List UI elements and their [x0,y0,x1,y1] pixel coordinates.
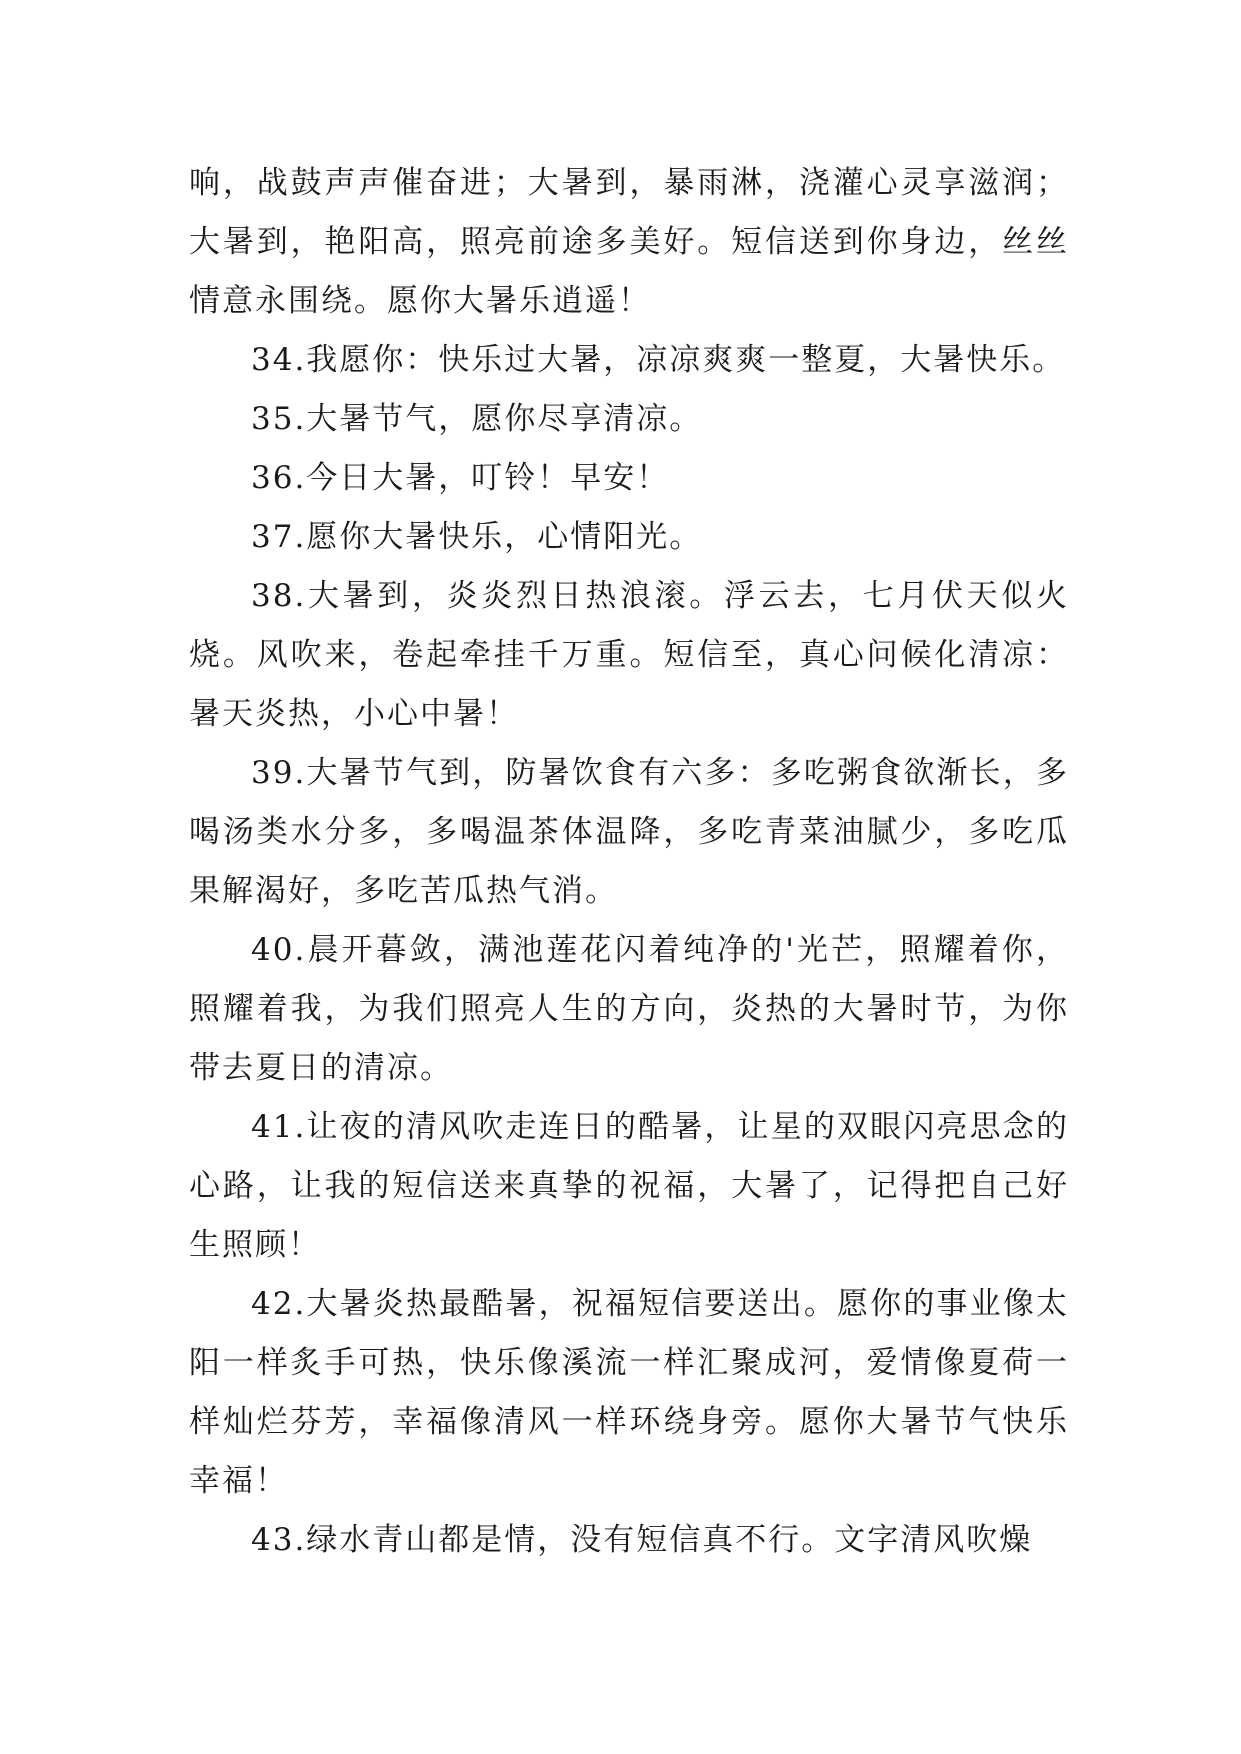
paragraph-35: 35.大暑节气，愿你尽享清凉。 [251,401,703,437]
paragraph-34: 34.我愿你：快乐过大暑，凉凉爽爽一整夏，大暑快乐。 [251,342,1066,378]
paragraph-40: 40.晨开暮敛，满池莲花闪着纯净的'光芒，照耀着你，照耀着我，为我们照亮人生的方向，炎热的大暑时节，为你带去夏日的清凉。 [189,932,1069,1086]
paragraph-continuation: 响，战鼓声声催奋进；大暑到，暴雨淋，浇灌心灵享滋润；大暑到，艳阳高，照亮前途多美好。短信送到你身边，丝丝情意永围绕。愿你大暑乐逍遥！ [189,165,1069,319]
paragraph-39: 39.大暑节气到，防暑饮食有六多：多吃粥食欲渐长，多喝汤类水分多，多喝温茶体温降，多吃青菜油腻少，多吃瓜果解渴好，多吃苦瓜热气消。 [189,755,1069,909]
document-body [189,154,1069,1570]
paragraph-37: 37.愿你大暑快乐，心情阳光。 [251,519,703,555]
paragraph-38: 38.大暑到，炎炎烈日热浪滚。浮云去，七月伏天似火烧。风吹来，卷起牵挂千万重。短信至，真心问候化清凉：暑天炎热，小心中暑！ [189,578,1069,732]
paragraph-42: 42.大暑炎热最酷暑，祝福短信要送出。愿你的事业像太阳一样炙手可热，快乐像溪流一样汇聚成河，爱情像夏荷一样灿烂芬芳，幸福像清风一样环绕身旁。愿你大暑节气快乐幸福！ [189,1286,1069,1499]
paragraph-36: 36.今日大暑，叮铃！早安！ [251,460,670,496]
paragraph-41: 41.让夜的清风吹走连日的酷暑，让星的双眼闪亮思念的心路，让我的短信送来真挚的祝福，大暑了，记得把自己好生照顾！ [189,1109,1069,1263]
paragraph-43: 43.绿水青山都是情，没有短信真不行。文字清风吹燥 [251,1522,1033,1558]
